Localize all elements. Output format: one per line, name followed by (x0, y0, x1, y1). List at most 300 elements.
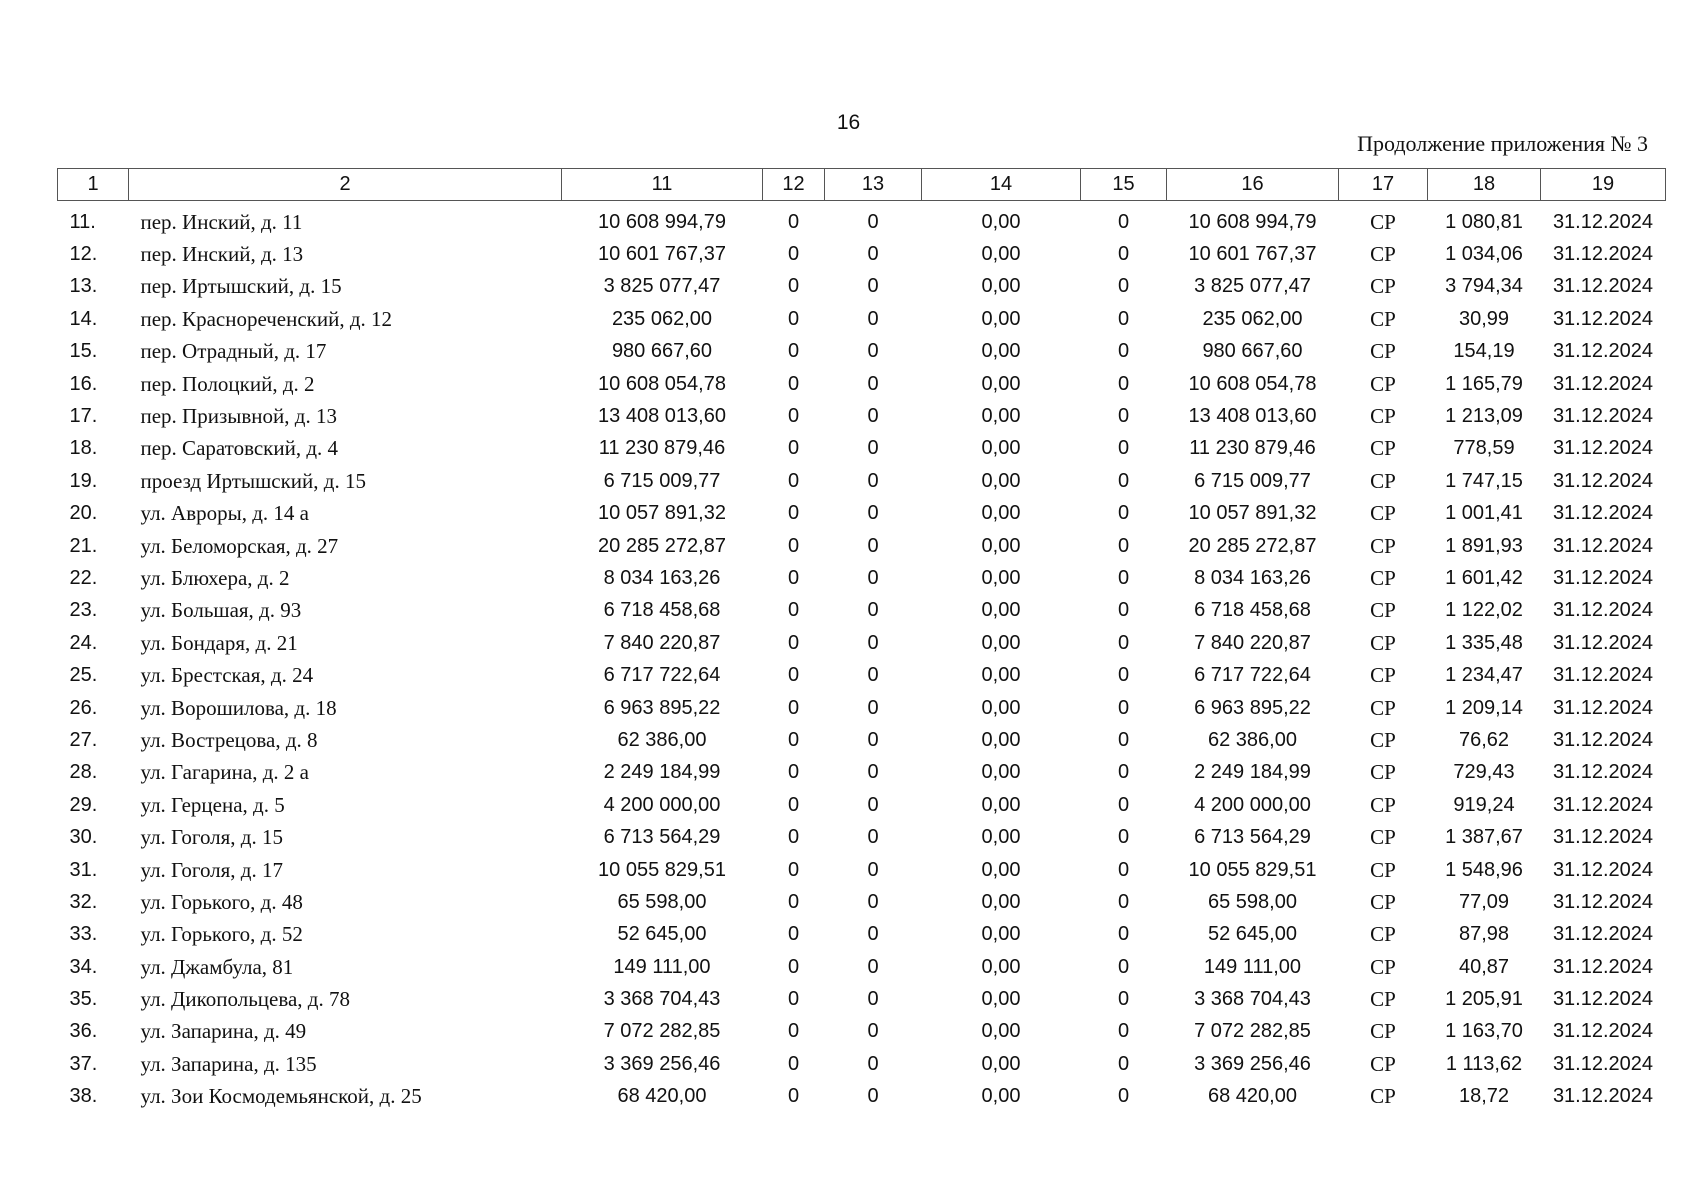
col-11-value-cell: 7 840 220,87 (603, 631, 721, 654)
deadline-date-cell: 31.12.2024 (1552, 728, 1654, 751)
work-type-cell: СР (1370, 436, 1396, 461)
row-number-cell: 12. (69, 243, 98, 266)
work-type-cell: СР (1370, 825, 1396, 850)
col-12-value-cell: 0 (787, 793, 800, 816)
work-type-cell: СР (1370, 1051, 1396, 1076)
work-type-cell: СР (1370, 242, 1396, 267)
col-15-value-cell: 0 (1117, 566, 1130, 589)
col-18-value-cell: 18,72 (1458, 1085, 1510, 1108)
col-12-value-cell: 0 (787, 631, 800, 654)
col-16-value-cell: 10 601 767,37 (1188, 243, 1317, 266)
col-16-value-cell: 65 598,00 (1208, 890, 1297, 913)
col-13-value-cell: 0 (867, 923, 879, 946)
deadline-date-cell: 31.12.2024 (1552, 566, 1654, 589)
col-12-value-cell: 0 (787, 372, 800, 395)
col-15-value-cell: 0 (1117, 858, 1130, 881)
address-cell: ул. Дикопольцева, д. 78 (140, 987, 350, 1012)
col-12-value-cell: 0 (787, 340, 800, 363)
col-11-value-cell: 6 713 564,29 (603, 826, 721, 849)
table-row (58, 336, 1666, 368)
col-13-value-cell: 0 (867, 728, 879, 751)
address-cell: ул. Гоголя, д. 15 (140, 825, 283, 850)
col-18-value-cell: 1 601,42 (1445, 566, 1523, 589)
table-row (58, 724, 1666, 756)
col-16-value-cell: 235 062,00 (1202, 307, 1303, 330)
deadline-date-cell: 31.12.2024 (1552, 858, 1654, 881)
col-14-value-cell: 0,00 (981, 340, 1021, 363)
work-type-cell: СР (1370, 663, 1396, 688)
col-18-value-cell: 1 747,15 (1445, 469, 1523, 492)
col-11-value-cell: 235 062,00 (611, 307, 713, 330)
table-row (58, 659, 1666, 691)
col-18-value-cell: 1 001,41 (1445, 502, 1523, 525)
row-number-cell: 14. (69, 307, 98, 330)
col-13-value-cell: 0 (867, 664, 879, 687)
col-14-value-cell: 0,00 (981, 988, 1021, 1011)
deadline-date-cell: 31.12.2024 (1552, 210, 1654, 233)
deadline-date-cell: 31.12.2024 (1552, 243, 1654, 266)
row-number-cell: 23. (69, 599, 98, 622)
col-11-value-cell: 10 057 891,32 (598, 502, 726, 525)
work-type-cell: СР (1370, 727, 1396, 752)
col-13-value-cell: 0 (867, 340, 879, 363)
col-15-value-cell: 0 (1117, 599, 1130, 622)
row-number-cell: 22. (69, 566, 98, 589)
column-header: 11 (562, 169, 763, 201)
col-16-value-cell: 3 368 704,43 (1194, 988, 1311, 1011)
address-cell: ул. Большая, д. 93 (140, 598, 302, 623)
col-18-value-cell: 3 794,34 (1445, 275, 1523, 298)
deadline-date-cell: 31.12.2024 (1552, 275, 1654, 298)
col-15-value-cell: 0 (1117, 372, 1130, 395)
col-18-value-cell: 30,99 (1458, 307, 1510, 330)
col-12-value-cell: 0 (787, 696, 800, 719)
col-13-value-cell: 0 (867, 988, 879, 1011)
col-15-value-cell: 0 (1117, 1085, 1130, 1108)
table-row (58, 206, 1666, 238)
col-15-value-cell: 0 (1117, 955, 1130, 978)
address-cell: ул. Запарина, д. 49 (140, 1019, 307, 1044)
col-11-value-cell: 6 963 895,22 (603, 696, 721, 719)
row-number-cell: 16. (69, 372, 98, 395)
col-11-value-cell: 6 715 009,77 (603, 469, 721, 492)
table-row (58, 789, 1666, 821)
work-type-cell: СР (1370, 274, 1396, 299)
col-15-value-cell: 0 (1117, 307, 1130, 330)
table-row (58, 1048, 1666, 1080)
col-15-value-cell: 0 (1117, 469, 1130, 492)
col-16-value-cell: 10 055 829,51 (1188, 858, 1317, 881)
col-12-value-cell: 0 (787, 858, 800, 881)
deadline-date-cell: 31.12.2024 (1552, 988, 1654, 1011)
col-16-value-cell: 6 715 009,77 (1194, 469, 1311, 492)
address-cell: ул. Горького, д. 48 (140, 889, 303, 914)
deadline-date-cell: 31.12.2024 (1552, 826, 1654, 849)
col-16-value-cell: 11 230 879,46 (1189, 437, 1316, 460)
work-type-cell: СР (1370, 695, 1396, 720)
deadline-date-cell: 31.12.2024 (1552, 890, 1654, 913)
col-11-value-cell: 10 608 054,78 (598, 372, 726, 395)
col-16-value-cell: 6 713 564,29 (1194, 826, 1311, 849)
col-13-value-cell: 0 (867, 793, 879, 816)
col-15-value-cell: 0 (1117, 210, 1130, 233)
table-row (58, 886, 1666, 918)
col-14-value-cell: 0,00 (981, 502, 1021, 525)
table-row (58, 400, 1666, 432)
col-15-value-cell: 0 (1117, 502, 1130, 525)
col-11-value-cell: 7 072 282,85 (603, 1020, 721, 1043)
row-number-cell: 30. (69, 826, 98, 849)
col-13-value-cell: 0 (867, 534, 879, 557)
col-14-value-cell: 0,00 (981, 1020, 1021, 1043)
address-cell: пер. Инский, д. 11 (140, 209, 303, 234)
col-18-value-cell: 1 209,14 (1445, 696, 1523, 719)
work-type-cell: СР (1370, 306, 1396, 331)
address-cell: ул. Бондаря, д. 21 (140, 630, 298, 655)
col-16-value-cell: 8 034 163,26 (1194, 566, 1311, 589)
col-12-value-cell: 0 (787, 1020, 800, 1043)
deadline-date-cell: 31.12.2024 (1552, 502, 1654, 525)
address-cell: пер. Инский, д. 13 (140, 242, 304, 267)
col-11-value-cell: 65 598,00 (617, 890, 707, 913)
col-14-value-cell: 0,00 (981, 599, 1021, 622)
row-number-cell: 15. (69, 340, 98, 363)
col-18-value-cell: 1 548,96 (1445, 858, 1523, 881)
col-13-value-cell: 0 (867, 955, 879, 978)
col-14-value-cell: 0,00 (981, 858, 1021, 881)
col-11-value-cell: 6 718 458,68 (603, 599, 721, 622)
col-16-value-cell: 6 718 458,68 (1194, 599, 1311, 622)
col-16-value-cell: 52 645,00 (1208, 923, 1297, 946)
row-number-cell: 18. (69, 437, 98, 460)
address-cell: проезд Иртышский, д. 15 (140, 468, 366, 493)
col-14-value-cell: 0,00 (981, 534, 1021, 557)
table-row (58, 854, 1666, 886)
col-16-value-cell: 20 285 272,87 (1188, 534, 1317, 557)
table-header-row (58, 169, 1666, 201)
deadline-date-cell: 31.12.2024 (1552, 340, 1654, 363)
col-18-value-cell: 1 205,91 (1445, 988, 1523, 1011)
col-12-value-cell: 0 (787, 275, 800, 298)
col-16-value-cell: 10 608 054,78 (1188, 372, 1317, 395)
col-15-value-cell: 0 (1117, 988, 1130, 1011)
row-number-cell: 24. (69, 631, 98, 654)
row-number-cell: 34. (69, 955, 98, 978)
col-15-value-cell: 0 (1117, 761, 1130, 784)
column-header: 19 (1541, 169, 1666, 201)
col-14-value-cell: 0,00 (981, 1052, 1021, 1075)
col-14-value-cell: 0,00 (981, 923, 1021, 946)
col-18-value-cell: 1 387,67 (1445, 826, 1523, 849)
address-cell: пер. Полоцкий, д. 2 (140, 371, 315, 396)
col-12-value-cell: 0 (787, 566, 800, 589)
row-number-cell: 35. (69, 988, 98, 1011)
address-cell: ул. Герцена, д. 5 (140, 792, 285, 817)
work-type-cell: СР (1370, 1019, 1396, 1044)
table-row (58, 1016, 1666, 1048)
table-row (58, 595, 1666, 627)
work-type-cell: СР (1370, 468, 1396, 493)
address-cell: ул. Беломорская, д. 27 (140, 533, 339, 558)
col-14-value-cell: 0,00 (981, 469, 1021, 492)
table-row (58, 238, 1666, 270)
table-row (58, 919, 1666, 951)
col-12-value-cell: 0 (787, 307, 800, 330)
row-number-cell: 19. (69, 469, 98, 492)
deadline-date-cell: 31.12.2024 (1552, 761, 1654, 784)
address-cell: пер. Краснореченский, д. 12 (140, 306, 393, 331)
row-number-cell: 21. (69, 534, 98, 557)
col-12-value-cell: 0 (787, 761, 800, 784)
col-16-value-cell: 7 840 220,87 (1194, 631, 1311, 654)
deadline-date-cell: 31.12.2024 (1552, 1020, 1654, 1043)
row-number-cell: 33. (69, 923, 98, 946)
col-16-value-cell: 6 963 895,22 (1194, 696, 1311, 719)
col-11-value-cell: 10 055 829,51 (598, 858, 726, 881)
col-18-value-cell: 1 034,06 (1445, 243, 1523, 266)
table-row (58, 757, 1666, 789)
col-14-value-cell: 0,00 (981, 243, 1021, 266)
col-18-value-cell: 76,62 (1458, 728, 1510, 751)
col-15-value-cell: 0 (1117, 793, 1130, 816)
col-12-value-cell: 0 (787, 1085, 800, 1108)
col-13-value-cell: 0 (867, 761, 879, 784)
column-header: 18 (1428, 169, 1541, 201)
table-row (58, 271, 1666, 303)
column-header: 17 (1339, 169, 1428, 201)
col-15-value-cell: 0 (1117, 664, 1130, 687)
col-12-value-cell: 0 (787, 437, 800, 460)
col-12-value-cell: 0 (787, 988, 800, 1011)
work-type-cell: СР (1370, 339, 1396, 364)
col-18-value-cell: 1 113,62 (1445, 1052, 1523, 1075)
col-18-value-cell: 1 080,81 (1445, 210, 1523, 233)
col-18-value-cell: 1 234,47 (1445, 664, 1523, 687)
address-cell: ул. Авроры, д. 14 а (140, 501, 310, 526)
address-cell: ул. Зои Космодемьянской, д. 25 (140, 1084, 422, 1109)
row-number-cell: 32. (69, 890, 98, 913)
col-18-value-cell: 1 163,70 (1445, 1020, 1523, 1043)
col-11-value-cell: 52 645,00 (617, 923, 707, 946)
col-16-value-cell: 7 072 282,85 (1194, 1020, 1311, 1043)
row-number-cell: 36. (69, 1020, 98, 1043)
table-row (58, 498, 1666, 530)
col-15-value-cell: 0 (1117, 437, 1130, 460)
col-15-value-cell: 0 (1117, 728, 1130, 751)
col-15-value-cell: 0 (1117, 826, 1130, 849)
col-13-value-cell: 0 (867, 275, 879, 298)
row-number-cell: 25. (69, 664, 98, 687)
deadline-date-cell: 31.12.2024 (1552, 1085, 1654, 1108)
col-14-value-cell: 0,00 (981, 566, 1021, 589)
col-13-value-cell: 0 (867, 502, 879, 525)
col-18-value-cell: 729,43 (1453, 761, 1515, 784)
work-type-cell: СР (1370, 987, 1396, 1012)
col-14-value-cell: 0,00 (981, 210, 1021, 233)
address-cell: ул. Брестская, д. 24 (140, 663, 314, 688)
deadline-date-cell: 31.12.2024 (1552, 534, 1654, 557)
col-13-value-cell: 0 (867, 405, 879, 428)
work-type-cell: СР (1370, 209, 1396, 234)
page-number: 16 (836, 111, 861, 134)
col-13-value-cell: 0 (867, 307, 879, 330)
work-type-cell: СР (1370, 792, 1396, 817)
col-13-value-cell: 0 (867, 631, 879, 654)
address-cell: ул. Запарина, д. 135 (140, 1051, 317, 1076)
col-18-value-cell: 919,24 (1453, 793, 1515, 816)
column-header: 13 (825, 169, 922, 201)
address-cell: ул. Джамбула, 81 (140, 954, 294, 979)
col-16-value-cell: 10 608 994,79 (1188, 210, 1317, 233)
deadline-date-cell: 31.12.2024 (1552, 599, 1654, 622)
row-number-cell: 31. (69, 858, 98, 881)
table-row (58, 562, 1666, 594)
col-13-value-cell: 0 (867, 890, 879, 913)
address-cell: пер. Отрадный, д. 17 (140, 339, 327, 364)
table-row (58, 465, 1666, 497)
col-16-value-cell: 13 408 013,60 (1188, 405, 1317, 428)
work-type-cell: СР (1370, 598, 1396, 623)
work-type-cell: СР (1370, 1084, 1396, 1109)
deadline-date-cell: 31.12.2024 (1552, 1052, 1654, 1075)
col-12-value-cell: 0 (787, 955, 800, 978)
col-14-value-cell: 0,00 (981, 307, 1021, 330)
col-12-value-cell: 0 (787, 1052, 800, 1075)
col-16-value-cell: 62 386,00 (1208, 728, 1297, 751)
col-15-value-cell: 0 (1117, 1052, 1130, 1075)
work-type-cell: СР (1370, 889, 1396, 914)
col-12-value-cell: 0 (787, 664, 800, 687)
col-12-value-cell: 0 (787, 243, 800, 266)
col-14-value-cell: 0,00 (981, 1085, 1021, 1108)
column-header: 15 (1081, 169, 1167, 201)
table-row (58, 627, 1666, 659)
deadline-date-cell: 31.12.2024 (1552, 955, 1654, 978)
deadline-date-cell: 31.12.2024 (1552, 405, 1654, 428)
col-12-value-cell: 0 (787, 469, 800, 492)
col-14-value-cell: 0,00 (981, 761, 1021, 784)
col-13-value-cell: 0 (867, 243, 879, 266)
row-number-cell: 38. (69, 1085, 98, 1108)
col-16-value-cell: 10 057 891,32 (1188, 502, 1317, 525)
col-18-value-cell: 77,09 (1458, 890, 1510, 913)
col-11-value-cell: 980 667,60 (611, 340, 713, 363)
col-14-value-cell: 0,00 (981, 890, 1021, 913)
col-11-value-cell: 62 386,00 (617, 728, 707, 751)
work-type-cell: СР (1370, 857, 1396, 882)
deadline-date-cell: 31.12.2024 (1552, 664, 1654, 687)
table-row (58, 821, 1666, 853)
col-11-value-cell: 20 285 272,87 (598, 534, 726, 557)
address-cell: пер. Иртышский, д. 15 (140, 274, 342, 299)
address-cell: пер. Саратовский, д. 4 (140, 436, 339, 461)
deadline-date-cell: 31.12.2024 (1552, 307, 1654, 330)
col-18-value-cell: 154,19 (1453, 340, 1515, 363)
col-18-value-cell: 778,59 (1453, 437, 1515, 460)
table-row (58, 368, 1666, 400)
col-12-value-cell: 0 (787, 534, 800, 557)
col-14-value-cell: 0,00 (981, 826, 1021, 849)
col-15-value-cell: 0 (1117, 340, 1130, 363)
data-table (57, 168, 1666, 1113)
col-12-value-cell: 0 (787, 405, 800, 428)
col-13-value-cell: 0 (867, 696, 879, 719)
address-cell: ул. Вострецова, д. 8 (140, 727, 318, 752)
col-18-value-cell: 1 335,48 (1445, 631, 1523, 654)
col-18-value-cell: 1 213,09 (1445, 405, 1523, 428)
table-row (58, 983, 1666, 1015)
col-12-value-cell: 0 (787, 728, 800, 751)
col-14-value-cell: 0,00 (981, 631, 1021, 654)
work-type-cell: СР (1370, 565, 1396, 590)
col-13-value-cell: 0 (867, 1085, 879, 1108)
col-12-value-cell: 0 (787, 599, 800, 622)
col-16-value-cell: 6 717 722,64 (1194, 664, 1311, 687)
col-11-value-cell: 2 249 184,99 (603, 761, 721, 784)
col-11-value-cell: 149 111,00 (613, 955, 711, 978)
col-14-value-cell: 0,00 (981, 955, 1021, 978)
row-number-cell: 17. (69, 405, 98, 428)
table-row (58, 433, 1666, 465)
col-18-value-cell: 1 122,02 (1445, 599, 1523, 622)
col-11-value-cell: 10 601 767,37 (598, 243, 726, 266)
row-number-cell: 28. (69, 761, 98, 784)
table-body (58, 201, 1666, 1113)
col-11-value-cell: 6 717 722,64 (603, 664, 721, 687)
work-type-cell: СР (1370, 404, 1396, 429)
column-header: 1 (58, 169, 129, 201)
address-cell: ул. Блюхера, д. 2 (140, 565, 290, 590)
col-16-value-cell: 3 825 077,47 (1194, 275, 1311, 298)
work-type-cell: СР (1370, 760, 1396, 785)
col-13-value-cell: 0 (867, 210, 879, 233)
col-18-value-cell: 1 165,79 (1445, 372, 1523, 395)
col-15-value-cell: 0 (1117, 275, 1130, 298)
work-type-cell: СР (1370, 371, 1396, 396)
col-15-value-cell: 0 (1117, 923, 1130, 946)
address-cell: ул. Ворошилова, д. 18 (140, 695, 337, 720)
row-number-cell: 13. (69, 275, 98, 298)
column-header: 14 (922, 169, 1081, 201)
column-header: 16 (1167, 169, 1339, 201)
col-12-value-cell: 0 (787, 210, 800, 233)
deadline-date-cell: 31.12.2024 (1552, 631, 1654, 654)
address-cell: ул. Гагарина, д. 2 а (140, 760, 309, 785)
col-11-value-cell: 3 368 704,43 (603, 988, 721, 1011)
col-15-value-cell: 0 (1117, 1020, 1130, 1043)
deadline-date-cell: 31.12.2024 (1552, 923, 1654, 946)
table-row (58, 530, 1666, 562)
work-type-cell: СР (1370, 954, 1396, 979)
col-14-value-cell: 0,00 (981, 405, 1021, 428)
col-11-value-cell: 10 608 994,79 (598, 210, 726, 233)
row-number-cell: 27. (69, 728, 98, 751)
deadline-date-cell: 31.12.2024 (1552, 372, 1654, 395)
col-15-value-cell: 0 (1117, 243, 1130, 266)
appendix-continuation-note: Продолжение приложения № 3 (1357, 131, 1648, 156)
col-14-value-cell: 0,00 (981, 372, 1021, 395)
col-12-value-cell: 0 (787, 923, 800, 946)
row-number-cell: 26. (69, 696, 98, 719)
col-15-value-cell: 0 (1117, 534, 1130, 557)
col-14-value-cell: 0,00 (981, 728, 1021, 751)
col-13-value-cell: 0 (867, 437, 879, 460)
row-number-cell: 20. (69, 502, 98, 525)
address-cell: пер. Призывной, д. 13 (140, 404, 337, 429)
col-18-value-cell: 87,98 (1458, 923, 1510, 946)
deadline-date-cell: 31.12.2024 (1552, 437, 1654, 460)
col-12-value-cell: 0 (787, 890, 800, 913)
